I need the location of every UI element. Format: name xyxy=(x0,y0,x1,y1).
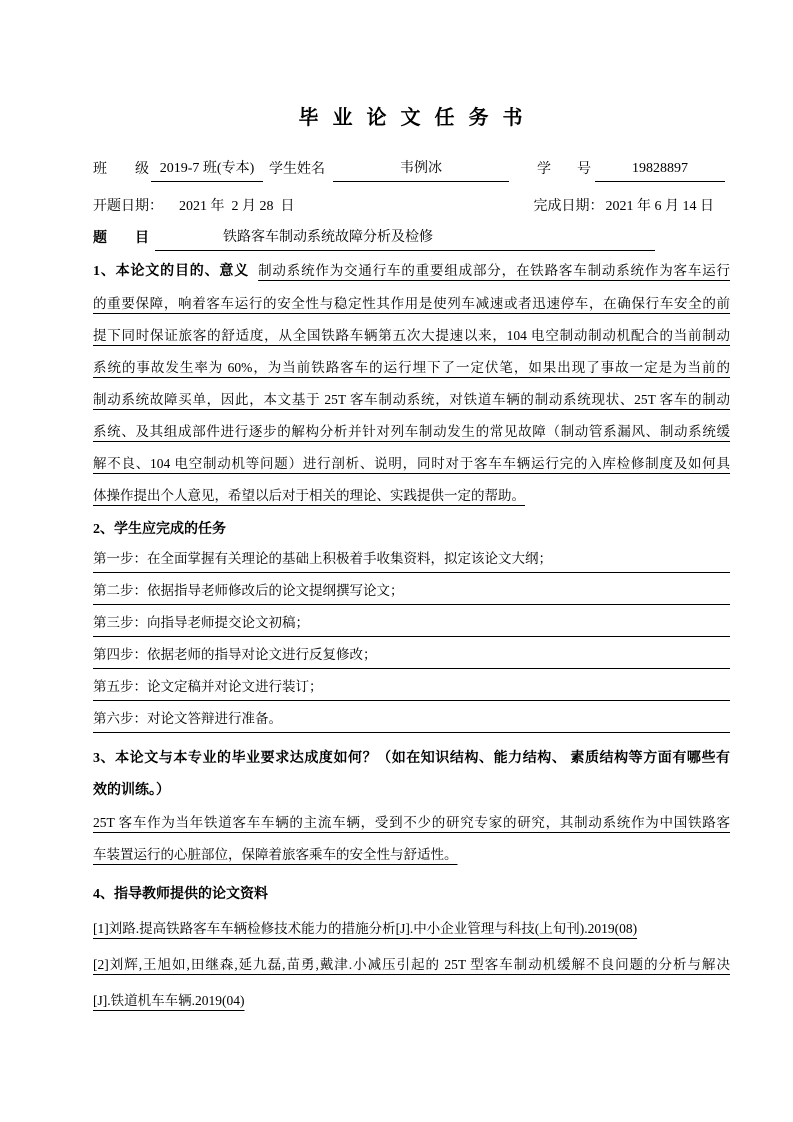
paragraph-line xyxy=(93,839,730,871)
student-name-field: 韦例冰 xyxy=(333,156,509,182)
section-3-text: 车装置运行的心脏部位，保障着旅客乘车的安全性与舒适性。 xyxy=(93,847,458,862)
section-4-materials xyxy=(93,879,730,1017)
paragraph-line xyxy=(93,384,730,416)
section-3-heading-cont: 效的训练。） xyxy=(93,783,170,798)
reference-item-1 xyxy=(93,913,730,945)
section-3-heading: 3、本论文与本专业的毕业要求达成度如何？（如在知识结构、能力结构、 素质结构等方面有哪些有 xyxy=(93,751,730,766)
section-1-text: 体操作提出个人意见，希望以后对于相关的理论、实践提供一定的帮助。 xyxy=(93,488,525,503)
class-label: 班 级 xyxy=(93,162,149,177)
document-content xyxy=(93,0,730,1021)
finish-date-value: 2021 年 6 月 14 日 xyxy=(605,199,714,214)
open-date-value: 2021 年 2 月 28 日 xyxy=(179,199,295,214)
paragraph-line xyxy=(93,255,730,288)
reference-item-2-cont xyxy=(93,985,730,1017)
topic-label: 题 目 xyxy=(93,231,149,246)
section-1-text: 提下同时保证旅客的舒适度，从全国铁路车辆第五次大提速以来，104 电空制动制动机配合的当前制动 xyxy=(93,328,730,343)
task-step-4: 第四步：依据老师的指导对论文进行反复修改； xyxy=(93,642,730,669)
section-1-text: 系统的事故发生率为 60%，为当前铁路客车的运行埋下了一定伏笔，如果出现了事故一定是为当前的 xyxy=(93,360,730,375)
section-1-text: 系统、及其组成部件进行逐步的解构分析并针对列车制动发生的常见故障（制动管系漏风、制动系统缓 xyxy=(93,424,730,439)
reference-text: [2]刘辉,王旭如,田继森,延九磊,苗勇,戴津.小减压引起的 25T 型客车制动机缓解不良问题的分析与解决 xyxy=(93,957,730,972)
topic-field: 铁路客车制动系统故障分析及检修 xyxy=(155,225,655,251)
task-step-6: 第六步：对论文答辩进行准备。 xyxy=(93,706,730,733)
student-info-row xyxy=(93,156,730,182)
reference-list xyxy=(93,913,730,1017)
finish-date-group xyxy=(534,194,715,219)
reference-text: [1]刘路.提高铁路客车车辆检修技术能力的措施分析[J].中小企业管理与科技(上旬刊).2019(08) xyxy=(93,921,638,936)
reference-item-2 xyxy=(93,949,730,981)
task-step-3: 第三步：向指导老师提交论文初稿； xyxy=(93,610,730,637)
section-1-text: 制动系统故障买单，因此，本文基于 25T 客车制动系统，对铁道车辆的制动系统现状、25T 客车的制动 xyxy=(93,392,730,407)
paragraph-line xyxy=(93,448,730,480)
finish-date-label: 完成日期： xyxy=(533,199,604,214)
task-step-1: 第一步：在全面掌握有关理论的基础上积极着手收集资料，拟定该论文大纲； xyxy=(93,546,730,573)
task-step-5: 第五步：论文定稿并对论文进行装订； xyxy=(93,674,730,701)
dates-row xyxy=(93,194,730,219)
section-1-heading: 1、本论文的目的、意义 xyxy=(93,264,250,279)
section-2-heading: 2、学生应完成的任务 xyxy=(93,522,226,537)
section-2-tasks xyxy=(93,546,730,733)
student-name-label: 学生姓名 xyxy=(269,162,325,177)
paragraph-line xyxy=(93,320,730,352)
section-1-purpose xyxy=(93,255,730,512)
section-3-requirements xyxy=(93,743,730,871)
student-id-label: 学 号 xyxy=(537,162,591,177)
class-field: 2019-7 班(专本) xyxy=(151,156,263,182)
reference-text: [J].铁道机车车辆.2019(04) xyxy=(93,993,245,1008)
student-id-field: 19828897 xyxy=(595,156,725,182)
paragraph-line xyxy=(93,480,730,512)
open-date-label: 开题日期： xyxy=(93,199,163,214)
section-3-text: 25T 客车作为当年铁道客车车辆的主流车辆，受到不少的研究专家的研究，其制动系统作为中国铁路客 xyxy=(93,815,730,830)
paragraph-line xyxy=(93,807,730,839)
section-1-text: 的重要保障，响着客车运行的安全性与稳定性其作用是使列车减速或者迅速停车，在确保行车安全的前 xyxy=(93,296,730,311)
paragraph-line xyxy=(93,288,730,320)
section-1-text: 解不良、104 电空制动机等问题）进行剖析、说明，同时对于客车车辆运行完的入库检修制度及如何具 xyxy=(93,456,730,471)
document-title: 毕 业 论 文 任 务 书 xyxy=(298,107,525,129)
paragraph-line xyxy=(93,416,730,448)
topic-row xyxy=(93,225,730,251)
section-4-heading: 4、指导教师提供的论文资料 xyxy=(93,887,268,902)
task-step-2: 第二步：依据指导老师修改后的论文提纲撰写论文； xyxy=(93,578,730,605)
section-1-text: 制动系统作为交通行车的重要组成部分，在铁路客车制动系统作为客车运行 xyxy=(258,263,731,278)
paragraph-line xyxy=(93,352,730,384)
